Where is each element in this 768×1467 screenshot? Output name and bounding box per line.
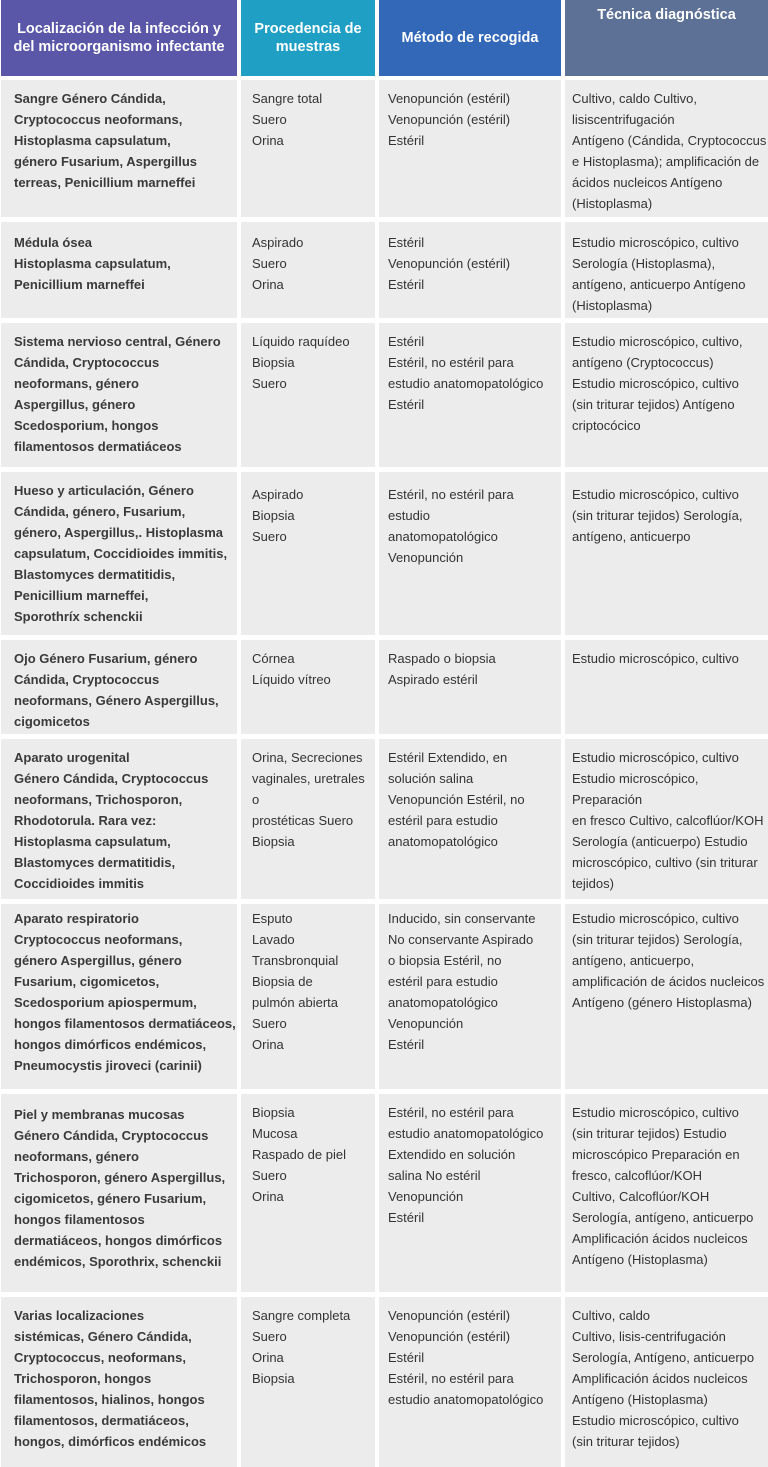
cell-technique [565,472,768,635]
cell-location-text: Sangre Género Cándida, Cryptococcus neoformans, Histoplasma capsulatum, género Fusarium, Aspergillus terreas, Penicillium marneffei [14,91,198,190]
cell-location [1,739,237,899]
cell-technique [565,323,768,467]
header-technique: Técnica diagnóstica [565,0,768,76]
cell-samples [241,222,375,318]
cell-technique [565,222,768,318]
cell-location-text: Aparato respiratorio Cryptococcus neoformans, género Aspergillus, género Fusarium, cigomicetos, Scedosporium apiospermum, hongos filamentosos dermatiáceos, hongos dimórficos endémicos, Pneumocystis jiroveci (carinii) [14,911,236,1073]
cell-samples [241,1094,375,1292]
cell-samples-text: Esputo Lavado Transbronquial Biopsia de pulmón abierta Suero Orina [252,911,339,1052]
cell-technique-text: Cultivo, caldo Cultivo, lisis-centrifugación Serología, Antígeno, anticuerpo Amplificación ácidos nucleicos Antígeno (Histoplasma) Estudio microscópico, cultivo (sin triturar tejidos) [572,1308,755,1449]
cell-location [1,472,237,635]
cell-technique-text: Estudio microscópico, cultivo (sin triturar tejidos) Estudio microscópico Preparación en fresco, calcoflúor/KOH Cultivo, Calcoflúor/KOH Serología, antígeno, anticuerpo Amplificación ácidos nucleicos Antígeno (Histoplasma) [572,1105,754,1267]
cell-technique-text: Estudio microscópico, cultivo (sin triturar tejidos) Serología, antígeno, anticuerpo [572,487,743,544]
cell-location-text: Hueso y articulación, Género Cándida, género, Fusarium, género, Aspergillus,. Histoplasma capsulatum, Coccidioides immitis, Blastomyces dermatitidis, Penicillium marneffei, Sporothríx schenckii [14,483,228,624]
cell-method-text: Estéril, no estéril para estudio anatomopatológico Extendido en solución salina No estéril Venopunción Estéril [388,1105,544,1225]
cell-samples-text: Aspirado Suero Orina [252,235,304,292]
cell-method-text: Estéril Extendido, en solución salina Venopunción Estéril, no estéril para estudio anatomopatológico [388,750,525,849]
cell-method-text: Venopunción (estéril) Venopunción (estéril) Estéril [388,91,511,148]
cell-samples-text: Córnea Líquido vítreo [252,651,331,687]
cell-method [379,1094,561,1292]
cell-technique [565,739,768,899]
cell-method [379,1297,561,1467]
cell-location-text: Sistema nervioso central, Género Cándida, Cryptococcus neoformans, género Aspergillus, género Scedosporium, hongos filamentosos dermatiáceos [14,334,221,454]
cell-location [1,640,237,734]
cell-technique-text: Estudio microscópico, cultivo Estudio microscópico, Preparación en fresco Cultivo, calcoflúor/KOH Serología (anticuerpo) Estudio microscópico, cultivo (sin triturar tejidos) [572,750,764,891]
cell-samples [241,80,375,217]
cell-samples [241,904,375,1089]
cell-samples-text: Sangre completa Suero Orina Biopsia [252,1308,351,1386]
cell-location [1,904,237,1089]
cell-method [379,904,561,1089]
cell-technique [565,80,768,217]
cell-samples [241,739,375,899]
cell-method [379,80,561,217]
cell-location [1,1297,237,1467]
cell-technique [565,904,768,1089]
cell-location-text: Médula ósea Histoplasma capsulatum, Penicillium marneffei [14,235,171,292]
cell-location-text: Ojo Género Fusarium, género Cándida, Cryptococcus neoformans, Género Aspergillus, cigomicetos [14,651,219,729]
cell-technique-text: Estudio microscópico, cultivo Serología (Histoplasma), antígeno, anticuerpo Antígeno (Histoplasma) [572,235,746,313]
cell-technique-text: Estudio microscópico, cultivo, antígeno (Cryptococcus) Estudio microscópico, cultivo (sin triturar tejidos) Antígeno criptocócico [572,334,743,433]
cell-location [1,323,237,467]
cell-method [379,640,561,734]
cell-technique [565,1297,768,1467]
cell-method-text: Raspado o biopsia Aspirado estéril [388,651,496,687]
cell-method-text: Venopunción (estéril) Venopunción (estéril) Estéril Estéril, no estéril para estudio anatomopatológico [388,1308,544,1407]
cell-location-text: Varias localizaciones sistémicas, Género Cándida, Cryptococcus, neoformans, Trichosporon, hongos filamentosos, hialinos, hongos filamentosos, dermatiáceos, hongos, dimórficos endémicos [14,1308,207,1449]
cell-samples-text: Líquido raquídeo Biopsia Suero [252,334,350,391]
cell-location-text: Piel y membranas mucosas Género Cándida, Cryptococcus neoformans, género Trichosporon, género Aspergillus, cigomicetos, género Fusarium, hongos filamentosos dermatiáceos, hongos dimórficos endémicos, Sporothrix, schenckii [14,1107,226,1269]
header-samples: Procedencia de muestras [241,0,375,76]
cell-samples [241,640,375,734]
cell-location-text: Aparato urogenital Género Cándida, Cryptococcus neoformans, Trichosporon, Rhodotorula. Rara vez: Histoplasma capsulatum, Blastomyces dermatitidis, Coccidioides immitis [14,750,209,891]
header-method: Método de recogida [379,0,561,76]
cell-samples [241,323,375,467]
cell-technique-text: Estudio microscópico, cultivo [572,651,739,666]
cell-method-text: Estéril Venopunción (estéril) Estéril [388,235,511,292]
cell-method-text: Inducido, sin conservante No conservante Aspirado o biopsia Estéril, no estéril para estudio anatomopatológico Venopunción Estéril [388,911,536,1052]
cell-technique-text: Cultivo, caldo Cultivo, lisiscentrifugación Antígeno (Cándida, Cryptococcus e Histoplasma); amplificación de ácidos nucleicos Antígeno (Histoplasma) [572,91,767,211]
cell-technique [565,1094,768,1292]
header-location: Localización de la infección y del microorganismo infectante [1,0,237,76]
cell-method [379,472,561,635]
cell-samples [241,1297,375,1467]
cell-location [1,222,237,318]
cell-technique-text: Estudio microscópico, cultivo (sin triturar tejidos) Serología, antígeno, anticuerpo, amplificación de ácidos nucleicos Antígeno (género Histoplasma) [572,911,765,1010]
cell-technique [565,640,768,734]
cell-location [1,80,237,217]
cell-method [379,739,561,899]
cell-method [379,222,561,318]
cell-samples-text: Sangre total Suero Orina [252,91,323,148]
cell-samples-text: Orina, Secreciones vaginales, uretrales o prostéticas Suero Biopsia [252,750,365,849]
cell-method [379,323,561,467]
cell-samples-text: Aspirado Biopsia Suero [252,487,304,544]
cell-method-text: Estéril Estéril, no estéril para estudio anatomopatológico Estéril [388,334,544,412]
cell-samples [241,472,375,635]
cell-location [1,1094,237,1292]
cell-samples-text: Biopsia Mucosa Raspado de piel Suero Orina [252,1105,346,1204]
cell-method-text: Estéril, no estéril para estudio anatomopatológico Venopunción [388,487,514,565]
